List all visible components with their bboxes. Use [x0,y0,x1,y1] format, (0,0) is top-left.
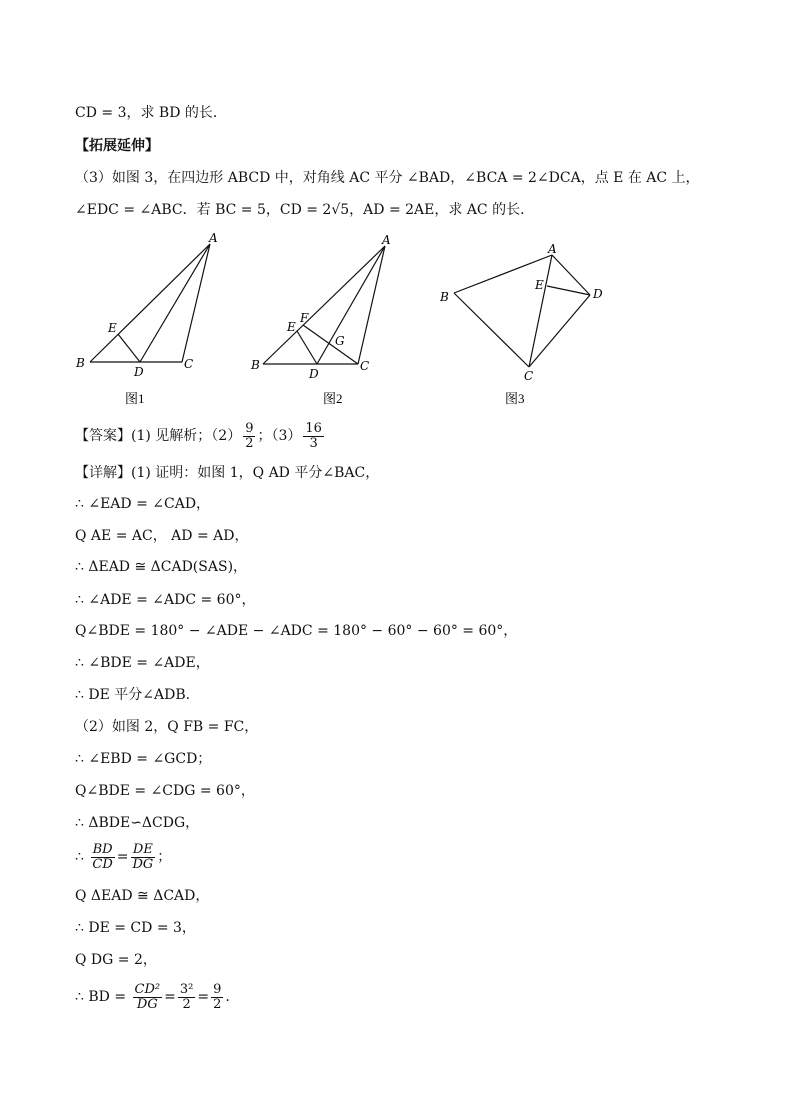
fraction-numerator: 9 [213,981,222,997]
fig2-label-E: E [287,320,296,334]
ratio-suffix: ； [157,849,172,865]
fraction-numerator: 16 [305,420,322,436]
solution-line-16: Q DG = 2， [75,952,157,968]
fig3-label-C: C [524,369,534,383]
solution-line-15: ∴ DE = CD = 3， [75,920,196,936]
fraction-denominator: DG [136,996,158,1012]
fig1-caption: 图1 [125,391,145,406]
fraction-numerator: DE [132,841,153,857]
solution-line-7: ∴ ∠BDE = ∠ADE， [75,655,210,671]
figure-3 [430,236,620,408]
fraction-denominator: DG [132,856,154,872]
fraction-denominator: CD [92,856,113,872]
bd-fraction-cd2-dg [133,983,163,1012]
fig1-label-C: C [184,357,194,371]
solution-line-14: Q ΔEAD ≅ ΔCAD， [75,888,210,904]
solution-line-12: ∴ ΔBDE∽ΔCDG， [75,815,200,831]
solution-line-1: 【详解】(1) 证明：如图 1，Q AD 平分∠BAC， [75,465,380,481]
solution-line-11: Q∠BDE = ∠CDG = 60°， [75,783,255,799]
fig1-label-B: B [76,356,85,370]
fig1-label-A: A [209,231,218,245]
answer-mid: ；（3） [257,428,302,444]
ratio-fraction-de-dg [130,843,155,872]
solution-line-8: ∴ DE 平分∠ADB． [75,687,200,703]
bd-result-suffix: . [225,989,230,1005]
ratio-prefix: ∴ [75,849,84,865]
fig3-label-E: E [535,278,544,292]
figure-1 [70,228,230,408]
fraction-denominator: 2 [182,996,191,1012]
solution-line-4: ∴ ΔEAD ≅ ΔCAD(SAS)， [75,559,248,575]
answer-line [75,420,326,452]
fig2-label-A: A [382,233,391,247]
answer-fraction-2 [243,422,255,451]
fraction-numerator: 3² [179,981,194,997]
solution-line-9: （2）如图 2，Q FB = FC， [75,719,259,735]
solution-line-17: ∴ BD = $\frac{\text{CD²}}{DG}$ = $\frac{\text{3²}}{2}$ = $\frac{9}{2}$ . [75,981,230,1012]
fig3-label-D: D [593,287,603,301]
solution-line-3: Q AE = AC， AD = AD， [75,528,249,544]
solution-line-6: Q∠BDE = 180° − ∠ADE − ∠ADC = 180° − 60° − 60° = 60°， [75,623,518,639]
figure-2 [245,228,410,408]
fraction-denominator: 2 [245,435,254,451]
fig2-label-B: B [251,358,260,372]
fraction-numerator: BD [92,841,113,857]
fig2-label-F: F [300,311,309,325]
section-heading-extension: 【拓展延伸】 [75,138,159,154]
fraction-numerator: CD² [134,981,161,997]
problem-line-2: ∠EDC = ∠ABC．若 BC = 5，CD = 2√5，AD = 2AE，求 AC 的长． [75,202,535,218]
fraction-numerator: 9 [245,420,254,436]
fig1-label-E: E [108,321,117,335]
fraction-denominator: 3 [309,435,318,451]
fig2-label-D: D [309,367,319,381]
answer-fraction-3 [303,422,324,451]
fig2-label-C: C [360,359,370,373]
fig3-label-B: B [440,290,449,304]
problem-line-1: （3）如图 3，在四边形 ABCD 中，对角线 AC 平分 ∠BAD，∠BCA = 2∠DCA，点 E 在 AC 上， [75,170,700,186]
solution-line-13: ∴ $\frac{BD}{CD}$ = $\frac{DE}{DG}$ ； [75,841,172,872]
ratio-fraction-bd-cd [90,843,114,872]
fraction-denominator: 2 [213,996,222,1012]
solution-line-2: ∴ ∠EAD = ∠CAD， [75,496,211,512]
fig1-label-D: D [134,365,144,379]
bd-result-prefix: ∴ BD = [75,989,127,1005]
problem-line-0: CD = 3，求 BD 的长． [75,105,227,121]
fig3-caption: 图3 [505,391,525,406]
fig2-label-G: G [335,334,345,348]
solution-line-10: ∴ ∠EBD = ∠GCD； [75,751,212,767]
bd-fraction-3sq-2 [178,983,195,1012]
bd-fraction-9-2 [211,983,223,1012]
solution-line-5: ∴ ∠ADE = ∠ADC = 60°， [75,592,256,608]
answer-prefix: 【答案】(1) 见解析；（2） [75,428,242,444]
fig2-caption: 图2 [323,391,343,406]
fig3-label-A: A [548,242,557,256]
